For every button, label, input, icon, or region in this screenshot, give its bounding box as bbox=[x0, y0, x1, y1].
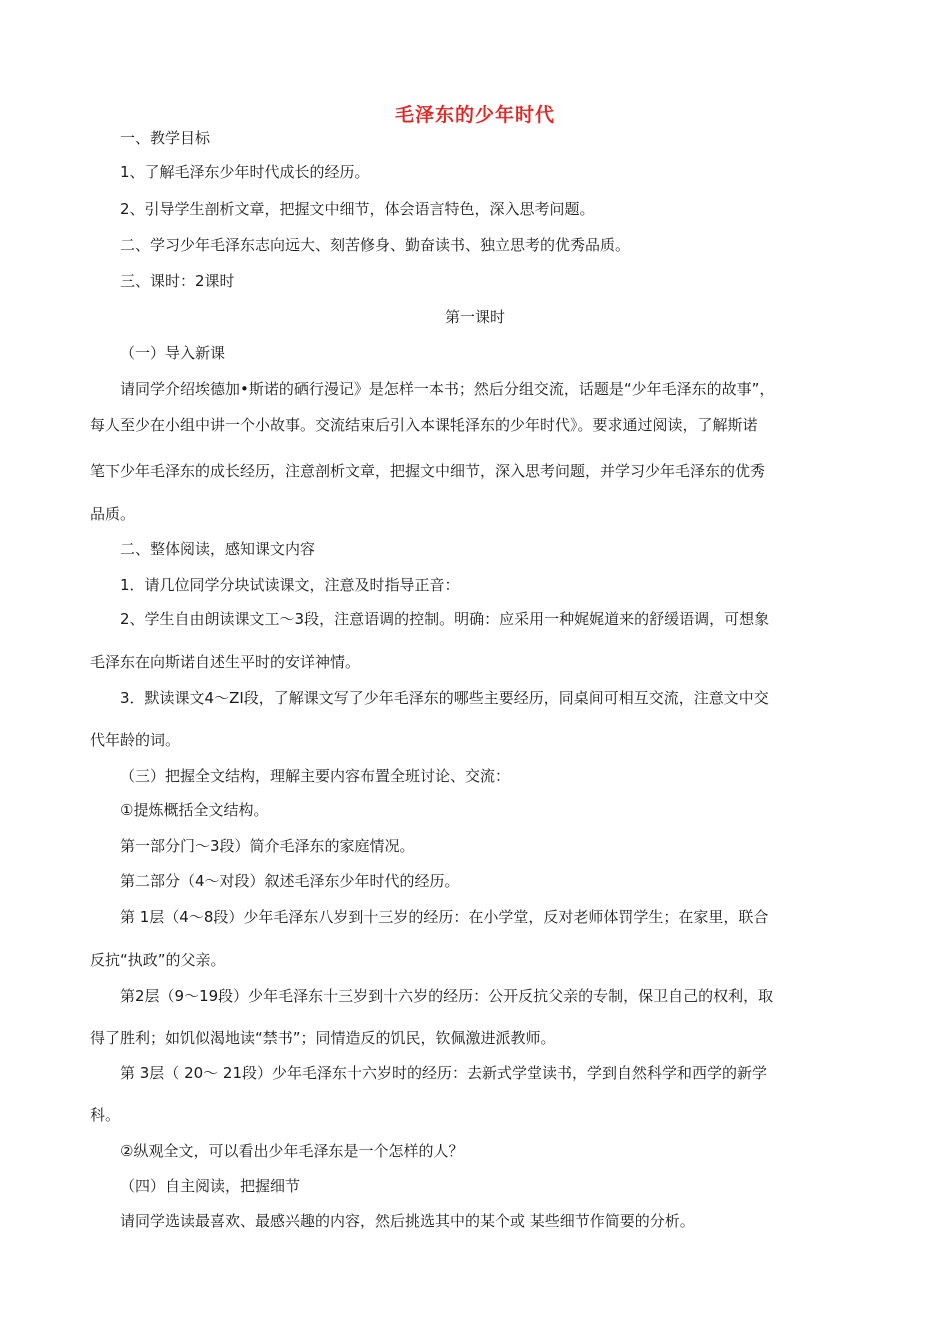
lesson-heading: 第一课时 bbox=[444, 308, 505, 326]
paragraph: 3．默读课文4～ZI段，了解课文写了少年毛泽东的哪些主要经历，同桌间可相互交流，注意文中交 bbox=[120, 689, 769, 707]
paragraph: 1、了解毛泽东少年时代成长的经历。 bbox=[120, 163, 370, 181]
section-heading: （一）导入新课 bbox=[120, 344, 226, 362]
paragraph: 反抗“执政”的父亲。 bbox=[90, 951, 226, 969]
paragraph: 请同学选读最喜欢、最感兴趣的内容，然后挑选其中的某个或 某些细节作简要的分析。 bbox=[120, 1212, 695, 1230]
paragraph: 每人至少在小组中讲一个小故事。交流结束后引入本课牦泽东的少年时代》。要求通过阅读，了解斯诺 bbox=[90, 416, 758, 434]
section-heading: （三）把握全文结构，理解主要内容布置全班讨论、交流： bbox=[120, 767, 511, 785]
paragraph: 2、学生自由朗读课文工～3段，注意语调的控制。明确：应采用一种娓娓道来的舒缓语调，可想象 bbox=[120, 610, 770, 628]
paragraph: ①提炼概括全文结构。 bbox=[120, 801, 269, 819]
section-heading: 二、整体阅读，感知课文内容 bbox=[120, 540, 316, 558]
paragraph: 第 3层（ 20～ 21段）少年毛泽东十六岁时的经历：去新式学堂读书，学到自然科学和西学的新学 bbox=[120, 1064, 768, 1082]
paragraph: 品质。 bbox=[90, 505, 136, 523]
paragraph: 得了胜利；如饥似渴地读“禁书”；同情造反的饥民，钦佩激进派教师。 bbox=[90, 1029, 556, 1047]
paragraph: 第二部分（4～对段）叙述毛泽东少年时代的经历。 bbox=[120, 872, 460, 890]
paragraph: 第 1层（4～8段）少年毛泽东八岁到十三岁的经历：在小学堂，反对老师体罚学生；在家里，联合 bbox=[120, 908, 769, 926]
paragraph: 1．请几位同学分块试读课文，注意及时指导正音： bbox=[120, 576, 460, 594]
paragraph: 第一部分门～3段）简介毛泽东的家庭情况。 bbox=[120, 837, 415, 855]
paragraph: 科。 bbox=[90, 1106, 121, 1124]
paragraph: 请同学介绍埃德加•斯诺的硒行漫记》是怎样一本书；然后分组交流，话题是“少年毛泽东的故事”， bbox=[120, 380, 775, 398]
paragraph: 三、课时：2课时 bbox=[120, 272, 235, 290]
section-heading: （四）自主阅读，把握细节 bbox=[120, 1177, 301, 1195]
paragraph: 代年龄的词。 bbox=[90, 731, 181, 749]
paragraph: 2、引导学生剖析文章，把握文中细节，体会语言特色，深入思考问题。 bbox=[120, 200, 595, 218]
paragraph: 二、学习少年毛泽东志向远大、刻苦修身、勤奋读书、独立思考的优秀品质。 bbox=[120, 236, 631, 254]
paragraph: 第2层（9～19段）少年毛泽东十三岁到十六岁的经历：公开反抗父亲的专制，保卫自己的权利，取 bbox=[120, 987, 774, 1005]
document-title: 毛泽东的少年时代 bbox=[394, 104, 555, 126]
paragraph: 毛泽东在向斯诺自述生平时的安详神情。 bbox=[90, 653, 361, 671]
paragraph: 笔下少年毛泽东的成长经历，注意剖析文章，把握文中细节，深入思考问题，并学习少年毛泽东的优秀 bbox=[90, 462, 766, 480]
section-heading: 一、教学目标 bbox=[120, 129, 211, 147]
paragraph: ②纵观全文，可以看出少年毛泽东是一个怎样的人？ bbox=[120, 1142, 464, 1160]
